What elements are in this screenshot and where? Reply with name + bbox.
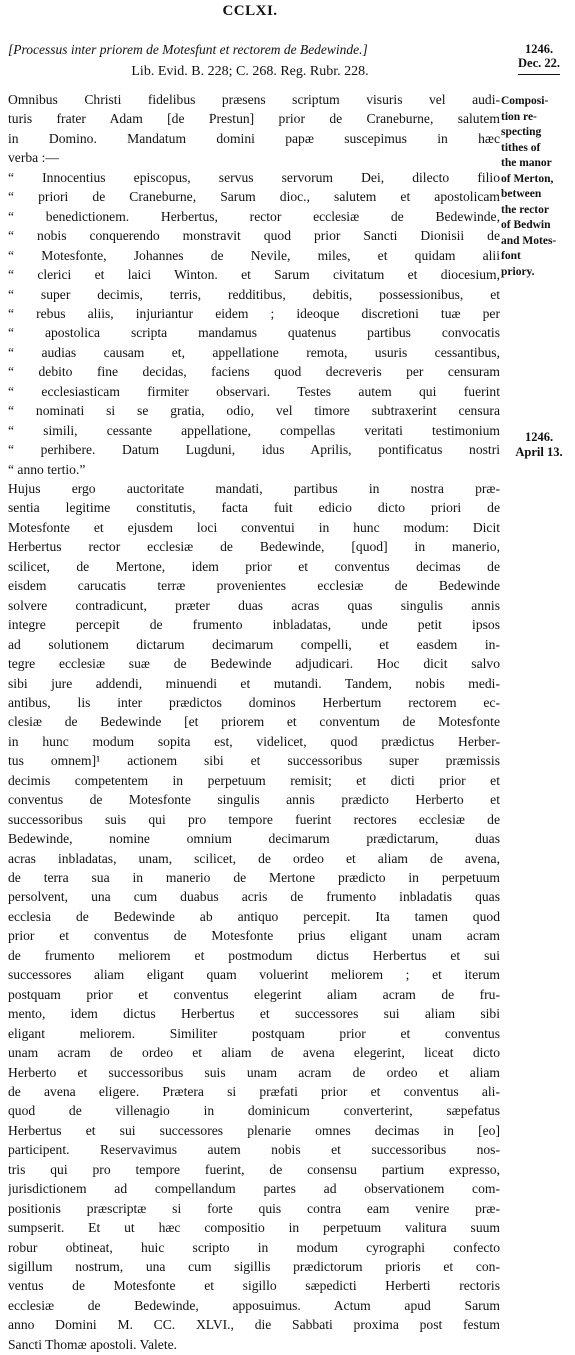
text-line: participent. Reservavimus autem nobis et successoribus nos- [8,1142,500,1158]
margin-date-top [505,42,573,75]
text-line: Herberto et successoribus suis unam acram de ordeo et aliam [8,1064,500,1080]
charter-number: CCLXI. [222,3,278,19]
text-line: postquam prior et conventus elegerint aliam acram de fru- [8,986,500,1002]
text-line: ecclesia de Bedewinde ab antiquo percepit. Ita tamen quod [8,908,500,924]
margin-summary-note [501,94,573,280]
text-line: decimis competentem in perpetuum remisit; et dicti prior et [8,772,500,788]
margin-note-line: of Bedwin [501,219,551,231]
text-line: “ apostolica scripta mandamus quatenus partibus convocatis [8,325,500,341]
margin-note-line: the manor [501,157,552,169]
text-line: successoribus suis qui pro tempore fuerint rectores ecclesiæ de [8,811,500,827]
text-line: acras inbladatas, unam, scilicet, de ordeo et aliam de avena, [8,850,500,866]
text-line: unam acram de ordeo et aliam de avena elegerint, liceat dicto [8,1045,500,1061]
text-line: prior et conventus de Motesfonte prius eligant unam acram [8,928,500,944]
margin-note-line: tithes of [501,141,541,154]
text-line: tus omnem]¹ actionem sibi et successoribus super præmissis [8,753,500,769]
margin-date-day: April 13. [515,445,563,459]
text-line: verba :— [8,150,59,166]
text-line: tris qui pro tempore fuerint, de consensu partium expresso, [8,1161,500,1177]
text-line: de terra sua in manerio de Mertone prædicto in perpetuum [8,870,500,885]
text-line: “ clerici et laici Winton. et Sarum civitatum et diocesium, [8,267,500,283]
text-line: robur obtineat, huic scripto in modum cyrographi confecto [8,1239,500,1255]
text-line: turis frater Adam [de Prestun] prior de Craneburne, salutem [8,111,500,127]
text-line: anno Domini M. CC. XLVI., die Sabbati proxima post festum [8,1317,500,1333]
margin-date-year: 1246. [524,42,554,56]
text-line: Motesfonte et ejusdem loci conventui in hunc modum: Dicit [8,519,500,535]
text-line: “ Motesfonte, Johannes de Nevile, miles, et quidam alii [8,247,500,263]
margin-note-line: font [501,250,521,262]
text-line: “ rebus aliis, injuriantur eidem ; ideoque discretioni tuæ per [8,305,500,321]
text-line: Hujus ergo auctoritate mandati, partibus in nostra præ- [8,481,500,496]
text-line: successores aliam eligant quam voluerint meliorem ; et iterum [8,967,500,983]
margin-note-line: of Merton, [501,172,554,185]
charter-title: [Processus inter priorem de Motesfunt et rectorem de Bedewinde.] [8,42,368,57]
text-line: in Domino. Mandatum domini papæ suscepimus in hæc [8,130,500,146]
text-line: persolvent, una cum duabus acris de frumento inbladatis quas [8,889,500,905]
text-line: conventus de Motesfonte singulis annis prædicto Herberto et [8,792,500,808]
margin-note-line: tion re- [501,110,537,123]
text-line: “ benedictionem. Herbertus, rector ecclesiæ de Bedewinde, [8,208,500,224]
margin-note-line: Composi- [501,95,549,107]
text-line: “ nobis conquerendo monstravit quod prior Sancti Dionisii de [8,228,500,244]
text-line: Sancti Thomæ apostoli. Valete. [8,1336,178,1352]
text-line: eisdem carucatis terræ provenientes ecclesiæ de Bedewinde [8,578,500,594]
text-line: mento, idem dictus Herbertus et successores sui aliam sibi [8,1006,500,1022]
text-line: “ perhibere. Datum Lugduni, idus Aprilis, pontificatus nostri [8,442,500,458]
margin-note-line: priory. [501,265,535,278]
text-line: tegre ecclesiæ suæ de Bedewinde adjudicari. Hoc dicit salvo [8,656,500,672]
text-line: “ nominati si se gratia, odio, vel timore subtraxerint censura [8,403,500,419]
margin-note-line: specting [501,126,542,138]
text-line: Herbertus rector ecclesiæ de Bedewinde, [quod] in manerio, [8,539,500,555]
margin-note-line: between [501,188,542,200]
text-line: “ anno tertio.” [8,461,86,477]
text-line: clesiæ de Bedewinde [et priorem et conventum de Motesfonte [8,714,500,730]
text-line: eligant meliorem. Similiter postquam prior et conventus [8,1025,500,1041]
margin-divider [518,74,560,75]
text-line: de frumento meliorem et postmodum dictus Herbertus et sui [8,947,500,963]
text-line: de avena eligere. Prætera si præfati prior et conventus ali- [8,1083,500,1099]
text-line: “ super decimis, terris, redditibus, debitis, possessionibus, et [8,286,500,302]
margin-date-bottom [505,430,573,460]
text-line: sibi jure addendi, minuendi et mutandi. Tandem, nobis medi- [8,675,500,691]
text-line: Bedewinde, nomine omnium decimarum prædictarum, duas [8,831,500,847]
text-line: quod de villenagio in dominicum converterint, sæpefatus [8,1103,500,1119]
text-line: scilicet, de Mertone, idem prior et conventus decimas de [8,558,500,574]
text-line: “ priori de Craneburne, Sarum dioc., salutem et apostolicam [8,189,500,205]
text-line: Herbertus et sui successores plenarie omnes decimas in [eo] [8,1122,500,1138]
margin-note-line: the rector [501,203,549,216]
text-line: “ simili, cessante appellatione, compellas veritati testimonium [8,422,500,438]
text-line: ventus de Motesfonte et sigillo sæpedicti Herberti rectoris [8,1278,500,1294]
text-line: ad solutionem dictarum decimarum compelli, et easdem in- [8,636,500,652]
text-line: “ ecclesiasticam firmiter observari. Testes autem qui fuerint [8,383,500,399]
text-line: ecclesiæ de Bedewinde, apposuimus. Actum apud Sarum [8,1297,500,1313]
text-line: solvere contradicunt, præter duas acras quas singulis annis [8,597,500,613]
text-line: “ audias causam et, appellatione remota, usuris cessantibus, [8,344,500,360]
text-line: sumpserit. Et ut hæc compositio in perpetuum valitura suum [8,1220,500,1236]
text-line: Omnibus Christi fidelibus præsens scriptum visuris vel audi- [8,92,500,107]
text-line: in hunc modum sopita est, videlicet, quod prædictus Herber- [8,733,500,749]
margin-note-line: and Motes- [501,234,557,247]
source-references: Lib. Evid. B. 228; C. 268. Reg. Rubr. 228. [131,64,369,79]
text-line: integre percepit de frumento inbladatas, unde petit ipsos [8,617,500,633]
text-line: sigillum nostrum, una cum sigillis prædictorum prioris et con- [8,1259,500,1274]
text-line: sentia legitime constitutis, facta fuit edicio dicto priori de [8,500,500,516]
text-line: positionis præscriptæ si forte quis contra eam venire præ- [8,1200,500,1216]
margin-date-day: Dec. 22. [518,56,560,70]
text-line: “ debito fine decidas, faciens quod decreveris per censuram [8,364,500,380]
text-line: jurisdictionem ad compellandum partes ad observationem com- [8,1181,500,1197]
margin-date-year: 1246. [524,430,554,444]
text-line: antibus, lis inter prædictos dominos Herbertum rectorem ec- [8,694,500,710]
text-line: “ Innocentius episcopus, servus servorum Dei, dilecto filio [8,169,500,185]
